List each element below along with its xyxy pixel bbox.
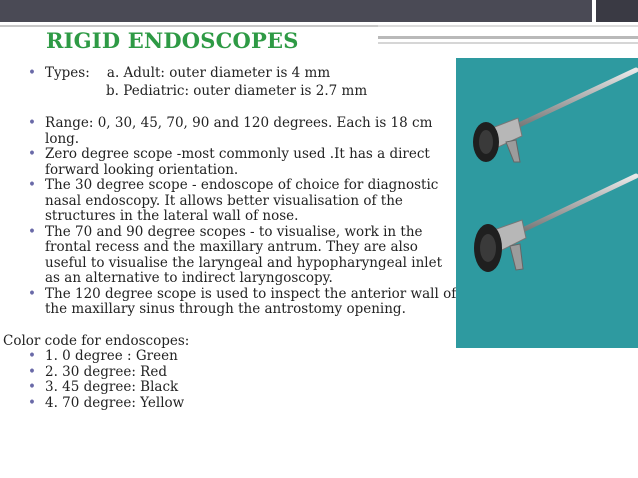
color-code-item: • 4. 70 degree: Yellow: [28, 396, 458, 412]
bullet-types: • Types: a. Adult: outer diameter is 4 mm: [28, 66, 458, 82]
bullet-70-90-degree: • The 70 and 90 degree scopes - to visualise, work in the frontal recess and the maxillary antrum. They are also useful to visualise the laryngeal and hypopharyngeal inlet as an alternative to indirect laryngoscopy.: [28, 225, 458, 287]
top-bar: [0, 0, 638, 22]
bullet-types-pediatric: b. Pediatric: outer diameter is 2.7 mm: [106, 82, 368, 99]
color-code-heading: Color code for endoscopes:: [3, 332, 190, 349]
endoscopes-photo: [456, 58, 638, 348]
decorative-stripe: [378, 42, 638, 44]
top-bar-tab: [596, 0, 638, 22]
slide-body: [3, 65, 458, 411]
endoscope-upper: [473, 70, 636, 162]
endoscopes-illustration: [456, 58, 638, 348]
decorative-stripe: [378, 25, 638, 27]
color-code-item: • 2. 30 degree: Red: [28, 365, 458, 381]
decorative-stripe: [378, 36, 638, 39]
decorative-stripe: [0, 25, 378, 27]
bullet-zero-degree: • Zero degree scope -most commonly used .It has a direct forward looking orientation.: [28, 147, 458, 178]
color-code-item: • 1. 0 degree : Green: [28, 349, 458, 365]
endoscope-lower: [474, 176, 636, 272]
color-code-item: • 3. 45 degree: Black: [28, 380, 458, 396]
slide-title: RIGID ENDOSCOPES: [46, 28, 299, 53]
bullet-120-degree: • The 120 degree scope is used to inspect the anterior wall of the maxillary sinus through the antrostomy opening.: [28, 287, 458, 318]
bullet-30-degree: • The 30 degree scope - endoscope of choice for diagnostic nasal endoscopy. It allows better visualisation of the structures in the lateral wall of nose.: [28, 178, 458, 225]
bullet-range: • Range: 0, 30, 45, 70, 90 and 120 degrees. Each is 18 cm long.: [28, 116, 458, 147]
